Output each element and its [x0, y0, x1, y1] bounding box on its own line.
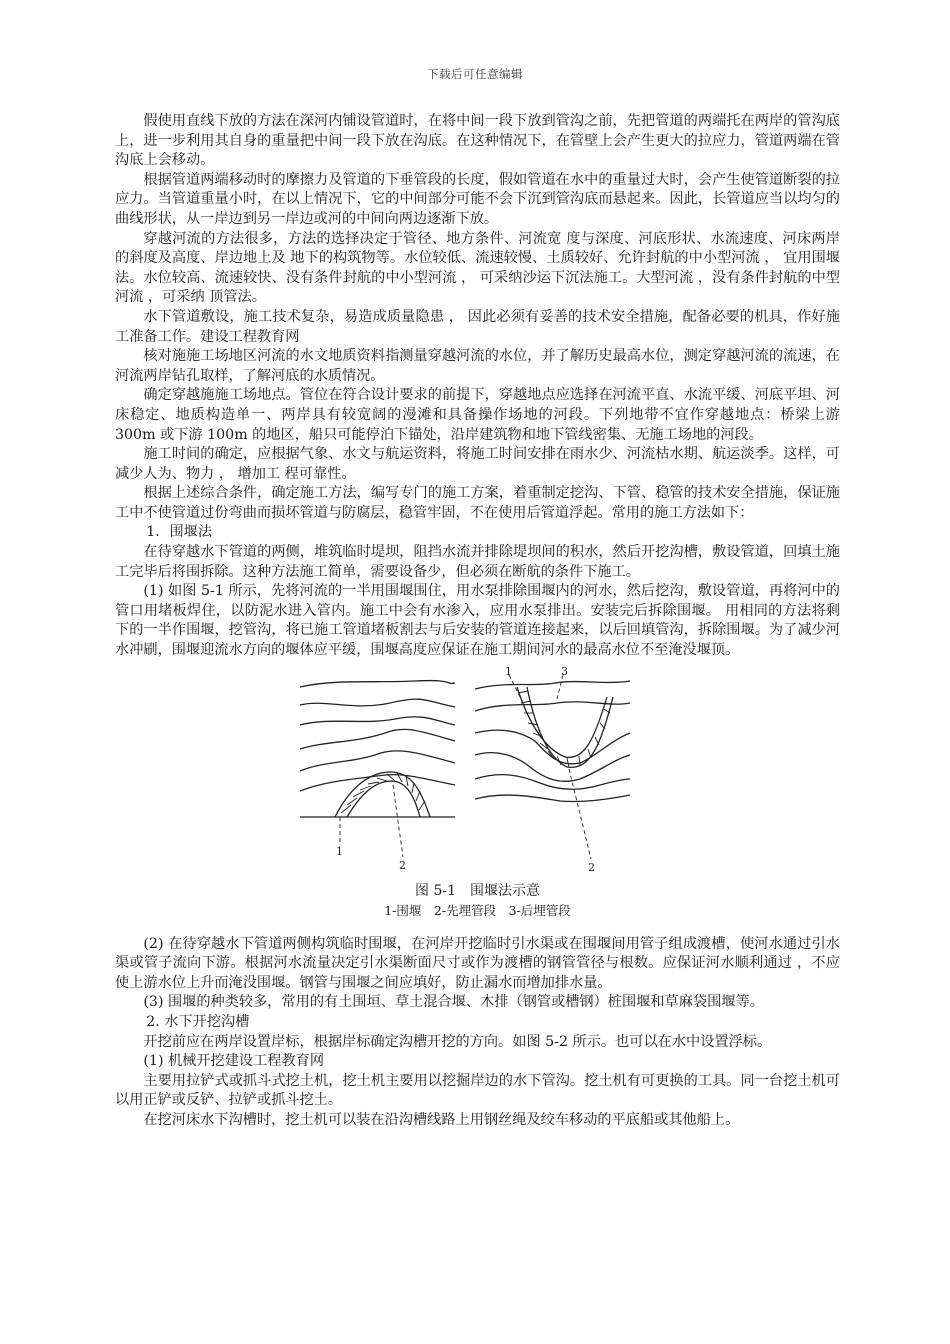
paragraph: 在挖河床水下沟槽时，挖土机可以装在沿沟槽线路上用钢丝绳及绞车移动的平底船或其他船上。 [143, 1111, 740, 1128]
document-body [115, 112, 840, 1131]
paragraph: 在待穿越水下管道的两侧，堆筑临时堤坝，阻挡水流并排除堤坝间的积水，然后开挖沟槽，敷设管道，回填土施工完毕后将围拆除。这种方法施工简单，需要设备少，但必须在断航的条件下施工。 [115, 544, 840, 580]
paragraph: 核对施施工场地区河流的水文地质资料指测量穿越河流的水位，并了解历史最高水位，测定穿越河流的流速，在河流两岸钻孔取样，了解河底的水质情况。 [115, 348, 840, 384]
cofferdam-diagram [295, 667, 640, 879]
paragraph: 开挖前应在两岸设置岸标，根据岸标确定沟槽开挖的方向。如图 5-2 所示。也可以在水中设置浮标。 [143, 1033, 772, 1050]
figure-5-1 [115, 667, 840, 929]
paragraph: 确定穿越施施工场地点。管位在符合设计要求的前提下，穿越地点应选择在河流平直、水流平缓、河底平坦、河床稳定、地质构造单一、两岸具有较宽阔的漫滩和具备操作场地的河段。下列地带不宜作穿越地点：桥梁上游 300m 或下游 100m 的地区，船只可能停泊下锚处，沿岸建筑物和地下管线密集、无施工场地的河段。 [115, 387, 840, 443]
page-header: 下载后可任意编辑 [427, 67, 523, 81]
paragraph: 根据管道两端移动时的摩擦力及管道的下垂管段的长度，假如管道在水中的重量过大时，会产生使管道断裂的拉应力。当管道重量小时，在以上情况下，它的中间部分可能不会下沉到管沟底而悬起来。因此，长管道应当以均匀的曲线形状，从一岸边到另一岸边或河的中间向两边逐渐下放。 [115, 171, 840, 227]
left-label-1: 1 [336, 844, 343, 858]
figure-title: 图 5-1 围堰法示意 [415, 882, 540, 899]
section-heading: 2. 水下开挖沟槽 [146, 1014, 250, 1030]
paragraph: (3) 围堰的种类较多，常用的有土围垣、草土混合堰、木排（钢管或槽钢）桩围堰和草麻袋围堰等。 [143, 994, 764, 1011]
right-label-2: 2 [588, 860, 595, 874]
figure-legend: 1-围堰 2-先埋管段 3-后埋管段 [384, 902, 571, 918]
paragraph: 根据上述综合条件，确定施工方法，编写专门的施工方案，着重制定挖沟、下管、稳管的技术安全措施，保证施工中不使管道过份弯曲而损坏管道与防腐层，稳管牢固，不在使用后管道浮起。常用的施工方法如下： [115, 485, 840, 521]
paragraph: (1) 如图 5-1 所示，先将河流的一半用围堰围住，用水泵排除围堰内的河水，然后挖沟，敷设管道，再将河中的管口用堵板焊住，以防泥水进入管内。施工中会有水渗入，应用水泵排出。安装完后拆除围堰。 用相同的方法将剩下的一半作围堰，挖管沟，将已施工管道堵板割去与后安装的管道连接起来，以后回填管沟，拆除围堰。为了减少河水冲刷，围堰迎流水方向的堰体应平缓，围堰高度应保证在施工期间河水的最高水位不至淹没堰顶。 [115, 583, 840, 659]
paragraph: 假使用直线下放的方法在深河内铺设管道时，在将中间一段下放到管沟之前，先把管道的两端托在两岸的管沟底上，进一步利用其自身的重量把中间一段下放在沟底。在这种情况下，在管壁上会产生更大的拉应力，管道两端在管沟底上会移动。 [115, 113, 840, 169]
paragraph: 主要用拉铲式或抓斗式挖土机，挖土机主要用以挖掘岸边的水下管沟。挖土机有可更换的工具。同一台挖土机可以用正铲或反铲、拉铲或抓斗挖土。 [115, 1072, 840, 1109]
right-label-3: 3 [561, 666, 568, 678]
left-panel [300, 680, 455, 816]
paragraph: (1) 机械开挖建设工程教育网 [143, 1053, 325, 1070]
left-label-2: 2 [399, 858, 406, 872]
right-panel [475, 681, 630, 802]
paragraph: 穿越河流的方法很多，方法的选择决定于管径、地方条件、河流宽 度与深度、河底形状、水流速度、河床两岸的斜度及高度、岸边地上及 地下的构筑物等。水位较低、流速较慢、土质较好、允许封航的中小型河流 ， 宜用围堰法。水位较高、流速较快、没有条件封航的中小型河流 ， 可采纳沙运下沉法施工。大型河流 ，没有条件封航的中型河流 ，可采纳 顶管法。 [115, 230, 840, 306]
section-heading: 1．围堰法 [146, 524, 213, 541]
paragraph: (2) 在待穿越水下管道两侧构筑临时围堰，在河岸开挖临时引水渠或在围堰间用管子组成渡槽，使河水通过引水渠或管子流向下游。根据河水流量决定引水渠断面尺寸或作为渡槽的钢管管径与根数。应保证河水顺利通过 ，不应使上游水位上升而淹没围堰。钢管与围堰之间应填好，防止漏水而增加排水量。 [115, 935, 840, 991]
left-leader-lines [340, 785, 403, 857]
paragraph: 施工时间的确定，应根据气象、水文与航运资料，将施工时间安排在雨水少、河流枯水期、航运淡季。这样，可减少人为、物力 ， 增加工 程可靠性。 [115, 446, 840, 482]
right-label-1: 1 [505, 666, 512, 678]
paragraph: 水下管道敷设，施工技术复杂，易造成质量隐患 ， 因此必须有妥善的技术安全措施，配备必要的机具，作好施工准备工作。建设工程教育网 [115, 308, 840, 345]
